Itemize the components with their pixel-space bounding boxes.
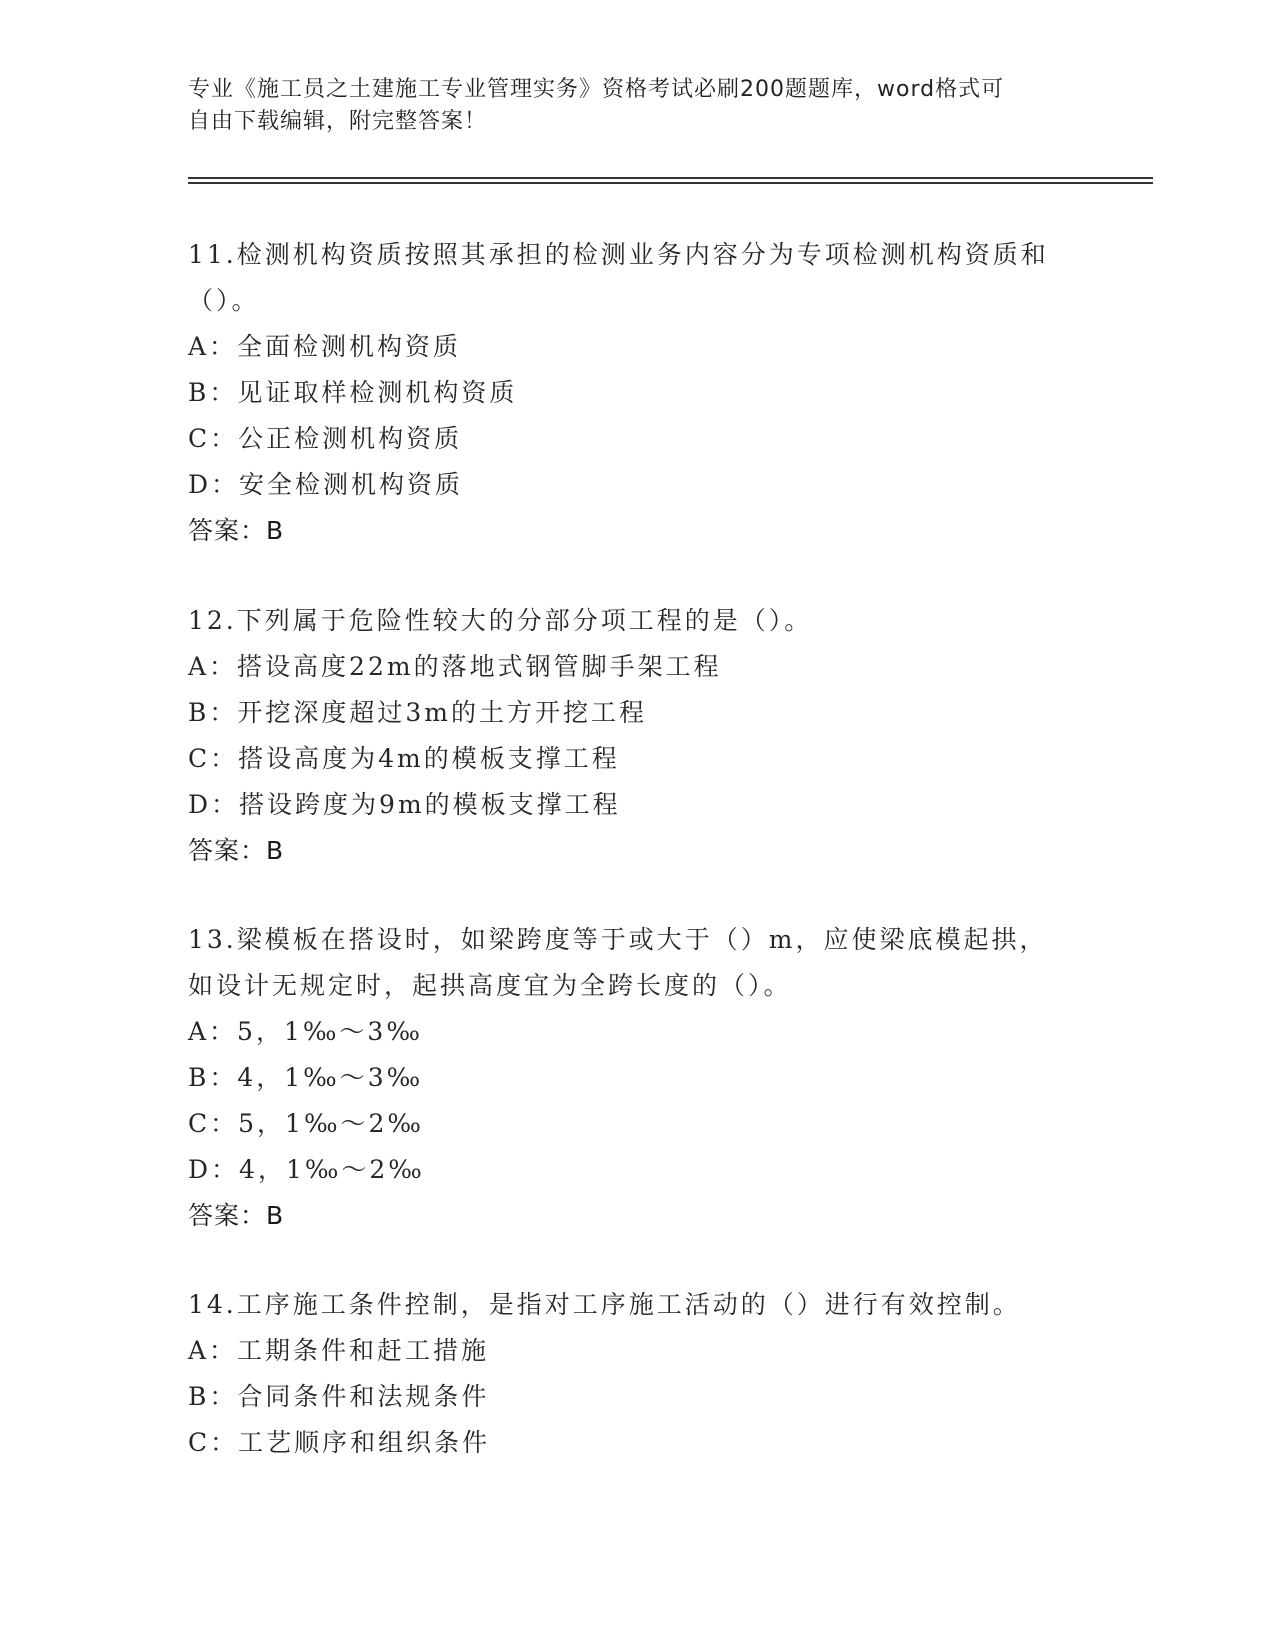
question-stem-line: 12.下列属于危险性较大的分部分项工程的是（）。 (188, 606, 813, 635)
option-d: D：搭设跨度为9m的模板支撑工程 (188, 790, 621, 819)
option-a: A：搭设高度22m的落地式钢管脚手架工程 (188, 652, 722, 681)
option-c: C：搭设高度为4m的模板支撑工程 (188, 744, 620, 773)
question-stem-line: 如设计无规定时，起拱高度宜为全跨长度的（）。 (188, 971, 792, 1000)
question-stem-line: （）。 (188, 286, 260, 315)
answer-text: 答案：B (188, 516, 285, 545)
option-c: C：工艺顺序和组织条件 (188, 1428, 491, 1457)
option-d: D：安全检测机构资质 (188, 470, 464, 499)
option-c: C：5，1‰～2‰ (188, 1109, 424, 1138)
option-c: C：公正检测机构资质 (188, 424, 463, 453)
question-12 (188, 598, 1088, 874)
answer-text: 答案：B (188, 836, 285, 865)
header-divider-top (188, 177, 1153, 179)
answer-text: 答案：B (188, 1201, 285, 1230)
question-stem-line: 14.工序施工条件控制，是指对工序施工活动的（）进行有效控制。 (188, 1290, 1021, 1319)
option-b: B：开挖深度超过3m的土方开挖工程 (188, 698, 647, 727)
question-stem-line: 11.检测机构资质按照其承担的检测业务内容分为专项检测机构资质和 (188, 240, 1049, 269)
header-line-1: 专业《施工员之土建施工专业管理实务》资格考试必刷200题题库，word格式可 (188, 77, 1005, 102)
option-b: B：见证取样检测机构资质 (188, 378, 518, 407)
header-divider-bottom (188, 182, 1153, 184)
option-d: D：4，1‰～2‰ (188, 1155, 425, 1184)
option-a: A：全面检测机构资质 (188, 332, 462, 361)
question-11 (188, 232, 1088, 554)
question-13 (188, 917, 1088, 1239)
option-b: B：4，1‰～3‰ (188, 1063, 424, 1092)
option-a: A：5，1‰～3‰ (188, 1017, 423, 1046)
header-line-2: 自由下载编辑，附完整答案！ (188, 109, 488, 134)
option-a: A：工期条件和赶工措施 (188, 1336, 490, 1365)
question-stem-line: 13.梁模板在搭设时，如梁跨度等于或大于（）m，应使梁底模起拱， (188, 925, 1048, 954)
option-b: B：合同条件和法规条件 (188, 1382, 490, 1411)
document-header (188, 74, 1078, 138)
question-14 (188, 1282, 1088, 1466)
